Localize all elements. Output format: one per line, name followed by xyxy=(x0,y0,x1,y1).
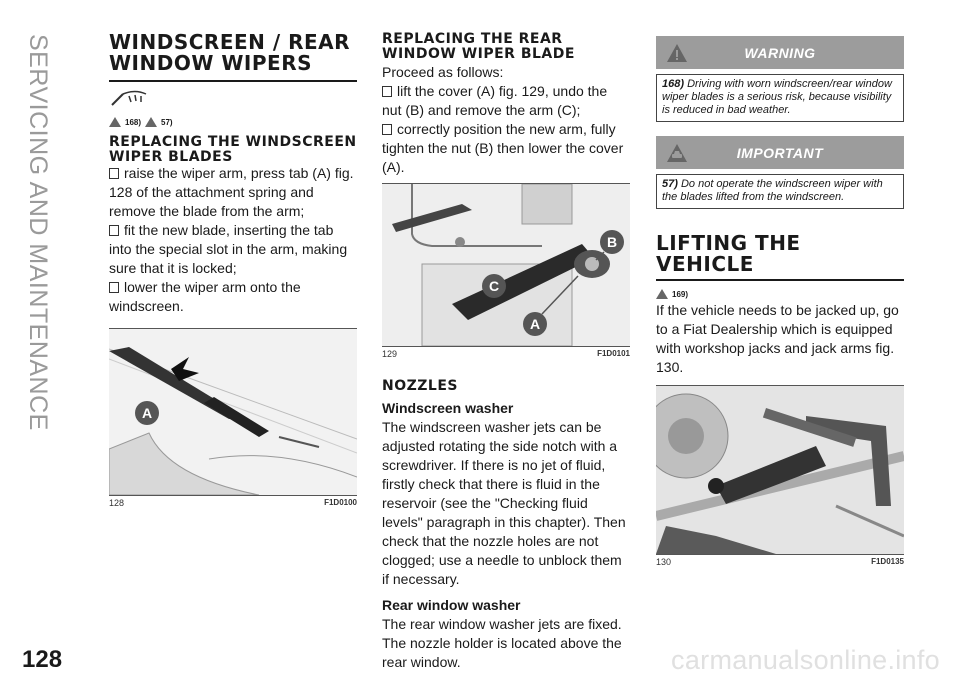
heading-rear-blade: REPLACING THE REAR WINDOW WIPER BLADE xyxy=(382,31,575,62)
warning-ref: 57) xyxy=(161,117,173,127)
page-number: 128 xyxy=(22,646,63,673)
wiper-blade-illustration xyxy=(109,329,357,495)
figure-number: 129 xyxy=(382,349,398,360)
bullet-item: raise the wiper arm, press tab (A) fig. 128 of the attachment spring and remove the blade from the arm; xyxy=(109,165,354,220)
subheading-rear-washer: Rear window washer xyxy=(382,597,521,614)
warning-body xyxy=(656,74,904,122)
figure-caption xyxy=(382,347,630,359)
vehicle-lift-illustration xyxy=(656,386,904,554)
bullet-item: correctly position the new arm, fully tighten the nut (B) then lower the cover (A). xyxy=(382,121,624,176)
warning-ref: 168) xyxy=(662,78,685,90)
warning-triangle-icon xyxy=(656,289,668,299)
bullet-box-icon xyxy=(382,124,392,135)
heading-nozzles: NOZZLES xyxy=(382,378,458,395)
bullet-box-icon xyxy=(109,225,119,236)
column-3 xyxy=(656,36,904,567)
wiper-symbol xyxy=(109,88,357,113)
warning-references xyxy=(656,289,904,299)
figure-number: 128 xyxy=(109,498,125,509)
figure-code: F1D0100 xyxy=(324,498,357,508)
callout-a: A xyxy=(141,405,153,422)
column-1 xyxy=(109,32,357,508)
important-label: IMPORTANT xyxy=(736,144,824,161)
bullet-item: lift the cover (A) fig. 129, undo the nut (B) and remove the arm (C); xyxy=(382,83,608,119)
bullet-box-icon xyxy=(382,86,392,97)
figure-130 xyxy=(656,385,904,555)
warning-label: WARNING xyxy=(744,44,816,61)
figure-128 xyxy=(109,328,357,496)
figure-129 xyxy=(382,183,630,347)
figure-code: F1D0101 xyxy=(597,349,630,359)
section-side-title: SERVICING AND MAINTENANCE xyxy=(24,34,52,431)
lifting-text: If the vehicle needs to be jacked up, go to a Fiat Dealership which is equipped with workshop jacks and jack arms fig. 130. xyxy=(656,302,899,375)
car-caution-icon xyxy=(666,143,688,163)
important-text: Do not operate the windscreen wiper with the blades lifted from the windscreen. xyxy=(662,178,883,203)
column-2 xyxy=(382,32,630,672)
callout-a: A xyxy=(529,316,541,333)
bullet-item: fit the new blade, inserting the tab into the special slot in the arm, making sure that it is locked; xyxy=(109,222,348,277)
warning-triangle-icon xyxy=(666,43,688,63)
subheading-windscreen-washer: Windscreen washer xyxy=(382,400,514,417)
warning-triangle-icon xyxy=(109,117,121,127)
bullet-box-icon xyxy=(109,168,119,179)
warning-ref: 169) xyxy=(672,289,689,299)
figure-number: 130 xyxy=(656,557,672,567)
heading-lifting: LIFTING THE VEHICLE xyxy=(656,233,904,281)
windscreen-washer-text: The windscreen washer jets can be adjusted rotating the side notch with a screwdriver. If there is no jet of fluid, firstly check that there is fluid in the reservoir (see the "Checking fluid levels" paragraph in this chapter). Then check that the nozzle holes are not clogged; use a needle to unblock them if necessary. xyxy=(382,419,626,588)
figure-caption xyxy=(109,496,357,508)
windscreen-wiper-icon xyxy=(109,88,149,108)
bullet-item: lower the wiper arm onto the windscreen. xyxy=(109,279,301,315)
important-body xyxy=(656,174,904,209)
rear-wiper-illustration xyxy=(382,184,630,346)
subheading-blades: REPLACING THE WINDSCREEN WIPER BLADES xyxy=(109,134,357,165)
warning-banner xyxy=(656,36,904,69)
intro-text: Proceed as follows: xyxy=(382,64,504,81)
warning-triangle-icon xyxy=(145,117,157,127)
figure-caption xyxy=(656,555,904,567)
important-ref: 57) xyxy=(662,178,678,190)
warning-ref: 168) xyxy=(125,117,142,127)
warning-references xyxy=(109,117,357,127)
important-banner xyxy=(656,136,904,169)
figure-code: F1D0135 xyxy=(871,557,904,566)
rear-washer-text: The rear window washer jets are fixed. The nozzle holder is located above the rear window. xyxy=(382,616,622,671)
callout-b: B xyxy=(606,234,618,251)
warning-text: Driving with worn windscreen/rear window wiper blades is a serious risk, because visibility is reduced in bad weather. xyxy=(662,78,892,116)
watermark: carmanualsonline.info xyxy=(671,645,940,675)
callout-c: C xyxy=(488,278,500,295)
bullet-box-icon xyxy=(109,282,119,293)
heading-wipers: WINDSCREEN / REAR WINDOW WIPERS xyxy=(109,32,357,82)
